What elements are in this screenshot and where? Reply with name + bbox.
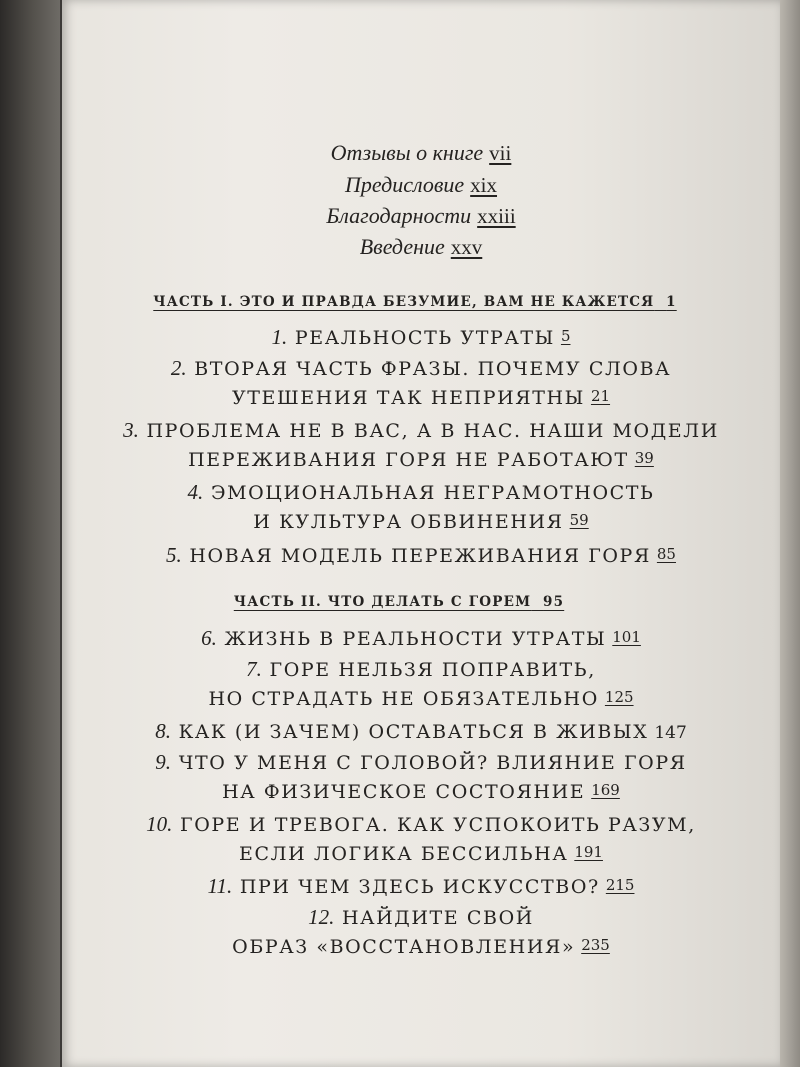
toc-part-2 <box>40 594 758 610</box>
toc-front-introduction <box>62 234 780 260</box>
toc-chapter-12-cont <box>62 936 780 958</box>
toc-front-acknowledgements <box>62 203 780 229</box>
chapter-number: 2. <box>170 356 187 380</box>
part-page: 95 <box>543 594 565 610</box>
chapter-page: 85 <box>656 545 676 563</box>
chapter-title: ПРОБЛЕМА НЕ В ВАС, А В НАС. НАШИ МОДЕЛИ <box>146 420 719 442</box>
toc-chapter-11 <box>62 874 780 899</box>
chapter-page: 169 <box>591 781 620 799</box>
toc-part-1 <box>56 294 774 310</box>
toc-title: Благодарности <box>326 203 472 228</box>
chapter-number: 9. <box>155 750 172 774</box>
toc-title: Предисловие <box>344 172 465 197</box>
toc-chapter-9 <box>62 750 780 775</box>
chapter-title: РЕАЛЬНОСТЬ УТРАТЫ <box>294 327 555 349</box>
chapter-title: ВТОРАЯ ЧАСТЬ ФРАЗЫ. ПОЧЕМУ СЛОВА <box>194 358 672 380</box>
chapter-title: ПЕРЕЖИВАНИЯ ГОРЯ НЕ РАБОТАЮТ <box>188 449 629 471</box>
toc-chapter-3 <box>62 418 780 443</box>
chapter-page: 5 <box>560 327 571 345</box>
part-title: ЧАСТЬ I. ЭТО И ПРАВДА БЕЗУМИЕ, ВАМ НЕ КАЖЕТСЯ <box>153 294 655 310</box>
toc-page: vii <box>489 141 512 165</box>
chapter-title: ЕСЛИ ЛОГИКА БЕССИЛЬНА <box>239 843 569 865</box>
toc-chapter-6 <box>62 626 780 651</box>
toc-chapter-4-cont <box>62 511 780 533</box>
chapter-page: 235 <box>581 936 610 954</box>
chapter-page: 147 <box>654 723 687 743</box>
toc-chapter-9-cont <box>62 781 780 803</box>
toc-title: Введение <box>359 234 445 259</box>
toc-page: xxv <box>450 235 483 259</box>
chapter-title: НО СТРАДАТЬ НЕ ОБЯЗАТЕЛЬНО <box>208 688 599 710</box>
toc-front-preface <box>62 172 780 198</box>
toc-chapter-12 <box>62 905 780 930</box>
toc-title: Отзывы о книге <box>330 140 484 165</box>
toc-chapter-2 <box>62 356 780 381</box>
chapter-number: 10. <box>146 812 173 836</box>
toc-chapter-4 <box>62 480 780 505</box>
chapter-title: ОБРАЗ «ВОССТАНОВЛЕНИЯ» <box>232 936 576 958</box>
chapter-title: ЧТО У МЕНЯ С ГОЛОВОЙ? ВЛИЯНИЕ ГОРЯ <box>178 752 687 774</box>
chapter-number: 3. <box>123 418 139 442</box>
page-stack-edge <box>780 0 800 1067</box>
part-page: 1 <box>666 294 677 310</box>
chapter-page: 59 <box>569 511 589 529</box>
chapter-title: И КУЛЬТУРА ОБВИНЕНИЯ <box>253 511 564 533</box>
toc-front-reviews <box>62 140 780 166</box>
toc-chapter-7 <box>62 657 780 682</box>
chapter-page: 191 <box>574 843 603 861</box>
chapter-number: 5. <box>166 543 182 567</box>
chapter-title: НОВАЯ МОДЕЛЬ ПЕРЕЖИВАНИЯ ГОРЯ <box>189 545 651 567</box>
chapter-number: 11. <box>207 874 233 898</box>
chapter-page: 215 <box>605 876 635 894</box>
chapter-page: 39 <box>634 449 654 467</box>
chapter-number: 12. <box>308 905 335 929</box>
toc-chapter-2-cont <box>62 387 780 409</box>
chapter-title: ГОРЕ И ТРЕВОГА. КАК УСПОКОИТЬ РАЗУМ, <box>180 814 696 836</box>
part-title: ЧАСТЬ II. ЧТО ДЕЛАТЬ С ГОРЕМ <box>233 594 532 610</box>
toc-page: xxiii <box>477 204 516 228</box>
table-of-contents <box>62 0 780 1067</box>
chapter-title: ЖИЗНЬ В РЕАЛЬНОСТИ УТРАТЫ <box>224 628 607 650</box>
chapter-title: ЭМОЦИОНАЛЬНАЯ НЕГРАМОТНОСТЬ <box>210 482 655 504</box>
chapter-title: ГОРЕ НЕЛЬЗЯ ПОПРАВИТЬ, <box>269 659 596 681</box>
chapter-number: 1. <box>271 325 288 349</box>
chapter-page: 101 <box>612 628 641 646</box>
chapter-number: 8. <box>155 719 171 743</box>
chapter-title: НА ФИЗИЧЕСКОЕ СОСТОЯНИЕ <box>222 781 586 803</box>
chapter-page: 21 <box>590 387 611 405</box>
toc-chapter-7-cont <box>62 688 780 710</box>
toc-chapter-5 <box>62 543 780 568</box>
chapter-number: 4. <box>187 480 204 504</box>
toc-chapter-3-cont <box>62 449 780 471</box>
chapter-title: КАК (И ЗАЧЕМ) ОСТАВАТЬСЯ В ЖИВЫХ <box>178 721 649 743</box>
chapter-page: 125 <box>604 688 634 706</box>
toc-chapter-1 <box>62 325 780 350</box>
chapter-number: 7. <box>246 657 262 681</box>
chapter-title: ПРИ ЧЕМ ЗДЕСЬ ИСКУССТВО? <box>239 876 600 898</box>
toc-chapter-10-cont <box>62 843 780 865</box>
toc-chapter-8 <box>62 719 780 744</box>
chapter-title: НАЙДИТЕ СВОЙ <box>341 907 534 929</box>
facing-page-edge <box>0 0 60 1067</box>
toc-chapter-10 <box>62 812 780 837</box>
chapter-number: 6. <box>201 626 217 650</box>
chapter-title: УТЕШЕНИЯ ТАК НЕПРИЯТНЫ <box>231 387 585 409</box>
toc-page: xix <box>470 173 498 197</box>
